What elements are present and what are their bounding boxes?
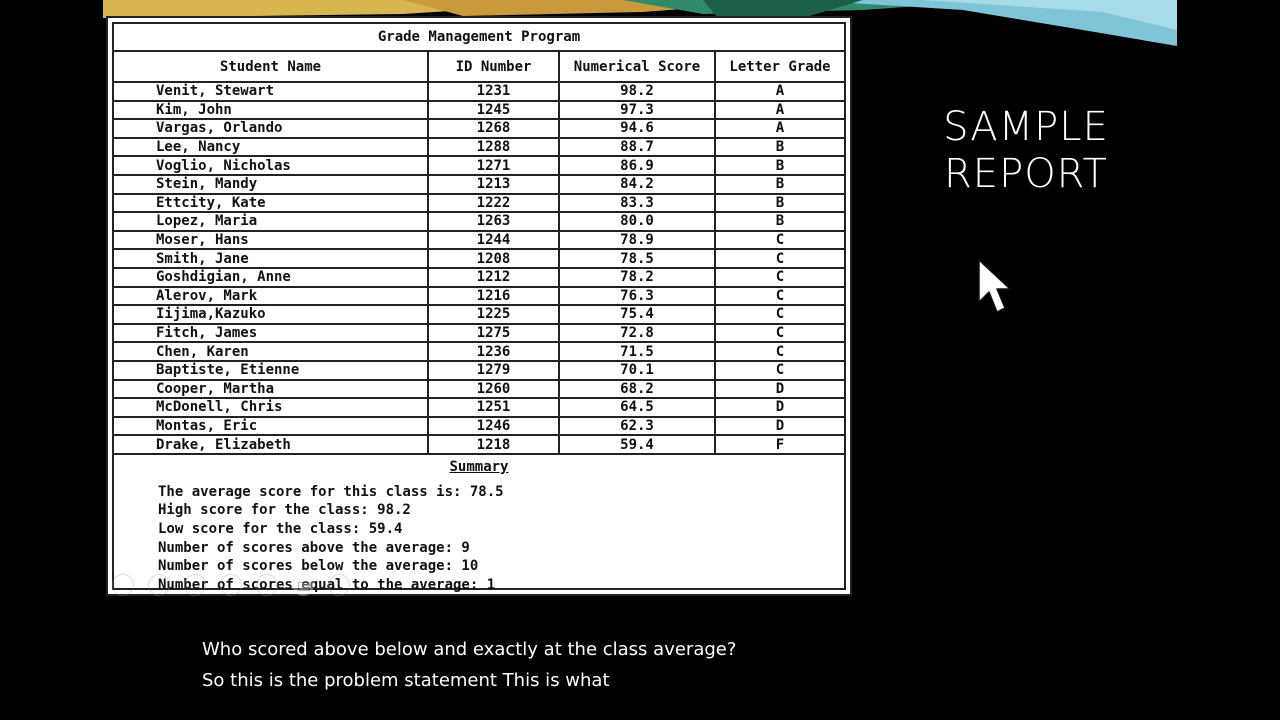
grades-table	[114, 52, 844, 455]
cell-letter-grade: D	[715, 380, 844, 399]
cell-student-name: Drake, Elizabeth	[114, 435, 428, 454]
table-row	[114, 305, 844, 324]
cell-letter-grade: C	[715, 268, 844, 287]
cell-id-number: 1271	[428, 156, 559, 175]
cell-letter-grade: C	[715, 231, 844, 250]
cell-numerical-score: 80.0	[559, 212, 715, 231]
table-row	[114, 435, 844, 454]
table-row	[114, 212, 844, 231]
table-row	[114, 194, 844, 213]
prev-icon[interactable]	[112, 574, 134, 596]
cell-id-number: 1268	[428, 119, 559, 138]
cell-id-number: 1245	[428, 101, 559, 120]
summary-below-average: Number of scores below the average: 10	[158, 558, 479, 575]
cell-id-number: 1208	[428, 249, 559, 268]
cell-id-number: 1218	[428, 435, 559, 454]
cell-numerical-score: 84.2	[559, 175, 715, 194]
cell-numerical-score: 78.5	[559, 249, 715, 268]
column-header-numerical-score: Numerical Score	[559, 52, 715, 82]
cell-numerical-score: 94.6	[559, 119, 715, 138]
cell-student-name: Stein, Mandy	[114, 175, 428, 194]
view-icon[interactable]	[256, 574, 278, 596]
cell-numerical-score: 64.5	[559, 398, 715, 417]
cell-student-name: Iijima,Kazuko	[114, 305, 428, 324]
summary-average: The average score for this class is: 78.5	[158, 483, 504, 500]
caption-line-1: Who scored above below and exactly at the class average?	[202, 639, 737, 660]
video-captions	[202, 634, 736, 696]
summary-title: Summary	[449, 458, 509, 475]
cell-id-number: 1251	[428, 398, 559, 417]
cell-numerical-score: 83.3	[559, 194, 715, 213]
summary-high-score: High score for the class: 98.2	[158, 502, 411, 519]
table-row	[114, 324, 844, 343]
cell-numerical-score: 86.9	[559, 156, 715, 175]
summary-equal-average: Number of scores equal to the average: 1	[158, 576, 496, 593]
table-row	[114, 175, 844, 194]
cell-id-number: 1212	[428, 268, 559, 287]
cell-student-name: Vargas, Orlando	[114, 119, 428, 138]
cell-letter-grade: C	[715, 361, 844, 380]
table-row	[114, 342, 844, 361]
slide-title-line-2: REPORT	[944, 151, 1108, 197]
table-row	[114, 361, 844, 380]
mouse-pointer-icon	[977, 258, 1013, 320]
summary-above-average: Number of scores above the average: 9	[158, 539, 470, 556]
cell-id-number: 1216	[428, 287, 559, 306]
cell-student-name: Moser, Hans	[114, 231, 428, 250]
cell-student-name: Kim, John	[114, 101, 428, 120]
cell-letter-grade: B	[715, 138, 844, 157]
cell-student-name: Alerov, Mark	[114, 287, 428, 306]
grades-table-body	[114, 82, 844, 454]
table-header-row	[114, 52, 844, 82]
cell-letter-grade: D	[715, 398, 844, 417]
cell-numerical-score: 75.4	[559, 305, 715, 324]
cell-student-name: Fitch, James	[114, 324, 428, 343]
cell-student-name: McDonell, Chris	[114, 398, 428, 417]
table-row	[114, 231, 844, 250]
table-row	[114, 138, 844, 157]
report-frame	[112, 22, 846, 593]
highlighter-icon[interactable]	[184, 574, 206, 596]
cell-student-name: Goshdigian, Anne	[114, 268, 428, 287]
table-row	[114, 101, 844, 120]
cell-numerical-score: 97.3	[559, 101, 715, 120]
cell-student-name: Ettcity, Kate	[114, 194, 428, 213]
report-title: Grade Management Program	[114, 24, 844, 52]
cell-letter-grade: A	[715, 101, 844, 120]
cell-id-number: 1236	[428, 342, 559, 361]
cell-letter-grade: B	[715, 156, 844, 175]
cell-letter-grade: B	[715, 194, 844, 213]
grade-report-image	[106, 16, 852, 596]
cell-numerical-score: 68.2	[559, 380, 715, 399]
cell-letter-grade: C	[715, 324, 844, 343]
cell-id-number: 1213	[428, 175, 559, 194]
cell-numerical-score: 88.7	[559, 138, 715, 157]
cell-student-name: Voglio, Nicholas	[114, 156, 428, 175]
cell-student-name: Cooper, Martha	[114, 380, 428, 399]
cell-id-number: 1244	[428, 231, 559, 250]
table-row	[114, 398, 844, 417]
cell-numerical-score: 59.4	[559, 435, 715, 454]
column-header-id-number: ID Number	[428, 52, 559, 82]
cell-numerical-score: 78.9	[559, 231, 715, 250]
cell-student-name: Baptiste, Etienne	[114, 361, 428, 380]
cell-id-number: 1246	[428, 417, 559, 436]
cell-letter-grade: F	[715, 435, 844, 454]
cell-student-name: Lopez, Maria	[114, 212, 428, 231]
cell-student-name: Lee, Nancy	[114, 138, 428, 157]
cell-letter-grade: D	[715, 417, 844, 436]
cell-id-number: 1279	[428, 361, 559, 380]
pen-icon[interactable]	[148, 574, 170, 596]
table-row	[114, 287, 844, 306]
table-row	[114, 82, 844, 101]
cell-letter-grade: C	[715, 287, 844, 306]
table-row	[114, 268, 844, 287]
cell-letter-grade: B	[715, 212, 844, 231]
cell-numerical-score: 72.8	[559, 324, 715, 343]
slide-title	[916, 104, 1136, 198]
cell-letter-grade: C	[715, 342, 844, 361]
cell-letter-grade: B	[715, 175, 844, 194]
cell-letter-grade: A	[715, 82, 844, 101]
cell-id-number: 1260	[428, 380, 559, 399]
cell-id-number: 1225	[428, 305, 559, 324]
cell-id-number: 1275	[428, 324, 559, 343]
cell-student-name: Venit, Stewart	[114, 82, 428, 101]
cell-student-name: Chen, Karen	[114, 342, 428, 361]
caption-line-2: So this is the problem statement This is what	[202, 670, 610, 691]
cell-letter-grade: C	[715, 305, 844, 324]
more-icon[interactable]	[328, 574, 350, 596]
table-row	[114, 380, 844, 399]
table-row	[114, 156, 844, 175]
table-row	[114, 417, 844, 436]
cell-id-number: 1288	[428, 138, 559, 157]
column-header-letter-grade: Letter Grade	[715, 52, 844, 82]
table-row	[114, 119, 844, 138]
slide-icon[interactable]	[292, 574, 314, 596]
cell-numerical-score: 76.3	[559, 287, 715, 306]
zoom-icon[interactable]	[220, 574, 242, 596]
cell-numerical-score: 70.1	[559, 361, 715, 380]
cell-student-name: Montas, Eric	[114, 417, 428, 436]
summary-low-score: Low score for the class: 59.4	[158, 521, 403, 538]
cell-letter-grade: A	[715, 119, 844, 138]
cell-numerical-score: 98.2	[559, 82, 715, 101]
cell-id-number: 1263	[428, 212, 559, 231]
cell-numerical-score: 62.3	[559, 417, 715, 436]
cell-numerical-score: 78.2	[559, 268, 715, 287]
column-header-student-name: Student Name	[114, 52, 428, 82]
cell-id-number: 1222	[428, 194, 559, 213]
cell-numerical-score: 71.5	[559, 342, 715, 361]
table-row	[114, 249, 844, 268]
cell-letter-grade: C	[715, 249, 844, 268]
slide-title-line-1: SAMPLE	[943, 104, 1109, 150]
slideshow-controls	[112, 574, 350, 596]
cell-id-number: 1231	[428, 82, 559, 101]
cell-student-name: Smith, Jane	[114, 249, 428, 268]
